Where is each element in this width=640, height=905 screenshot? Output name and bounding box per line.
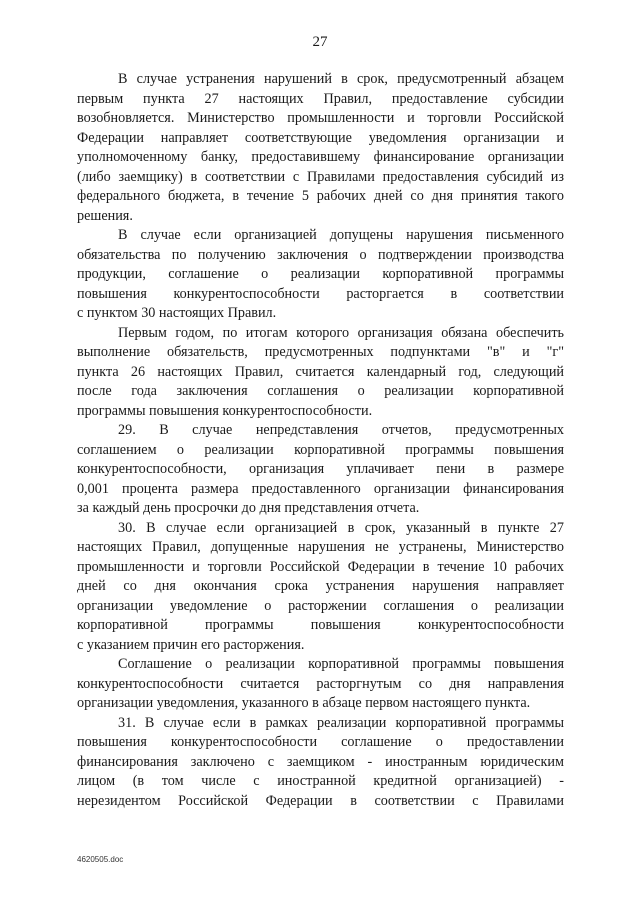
text-line: повышения конкурентоспособности соглашение о предоставлении [77,734,564,750]
page-number: 27 [312,34,328,50]
text-line: организации уведомления, указанного в абзаце первом настоящего пункта. [77,695,531,711]
text-line: соглашением о реализации корпоративной программы повышения [77,441,564,458]
text-line: пункта 26 настоящих Правил, считается календарный год, следующий [77,363,564,380]
text-line: программы повышения конкурентоспособности. [77,402,373,419]
text-line: обязательства по получению заключения о подтверждении производства [77,246,564,263]
paragraph [77,324,564,422]
text-line: продукции, соглашение о реализации корпоративной программы [77,266,564,282]
text-line: В случае устранения нарушений в срок, предусмотренный абзацем [118,71,564,87]
text-line: выполнение обязательств, предусмотренных подпунктами "в" и "г" [77,344,564,360]
text-line: решения. [77,207,133,224]
paragraph [77,226,564,324]
paragraph [77,70,564,226]
text-line: с указанием причин его расторжения. [77,636,305,653]
text-line: корпоративной программы повышения конкурентоспособности [77,617,564,633]
text-line: нерезидентом Российской Федерации в соответствии с Правилами [77,792,564,809]
text-line: 0,001 процента размера предоставленного организации финансирования [77,480,564,497]
text-line: дней со дня окончания срока устранения нарушения направляет [77,578,564,594]
text-line: лицом (в том числе с иностранной кредитной организацией) - [77,773,564,789]
text-line: возобновляется. Министерство промышленности и торговли Российской [77,110,564,126]
text-line: Первым годом, по итогам которого организация обязана обеспечить [118,324,564,341]
document-footer-filename: 4620505.doc [77,855,124,864]
text-line: после года заключения соглашения о реализации корпоративной [77,383,564,399]
text-line: 30. В случае если организацией в срок, указанный в пункте 27 [118,519,564,536]
paragraph [77,519,564,656]
text-line: повышения конкурентоспособности расторгается в соответствии [77,285,564,302]
text-line: финансирования заключено с заемщиком - иностранным юридическим [77,753,564,770]
text-line: промышленности и торговли Российской Федерации в течение 10 рабочих [77,558,564,575]
text-line: Соглашение о реализации корпоративной программы повышения [118,656,564,672]
text-line: конкурентоспособности, организация уплачивает пени в размере [77,461,564,477]
text-line: организации уведомление о расторжении соглашения о реализации [77,597,564,614]
text-line: конкурентоспособности считается расторгнутым со дня направления [77,675,564,692]
document-body [77,70,564,811]
text-line: (либо заемщику) в соответствии с Правилами предоставления субсидий из [77,168,564,185]
text-line: настоящих Правил, допущенные нарушения не устранены, Министерство [77,539,564,555]
text-line: с пунктом 30 настоящих Правил. [77,305,277,321]
text-line: уполномоченному банку, предоставившему финансирование организации [77,149,564,165]
paragraph [77,655,564,714]
text-line: 29. В случае непредставления отчетов, предусмотренных [118,422,564,438]
text-line: 31. В случае если в рамках реализации корпоративной программы [118,714,564,731]
text-line: первым пункта 27 настоящих Правил, предоставление субсидии [77,90,564,107]
text-line: В случае если организацией допущены нарушения письменного [118,227,564,243]
text-line: федерального бюджета, в течение 5 рабочих дней со дня принятия такого [77,188,564,204]
paragraph [77,714,564,812]
text-line: за каждый день просрочки до дня представления отчета. [77,500,420,516]
text-line: Федерации направляет соответствующие уведомления организации и [77,129,564,146]
paragraph [77,421,564,519]
